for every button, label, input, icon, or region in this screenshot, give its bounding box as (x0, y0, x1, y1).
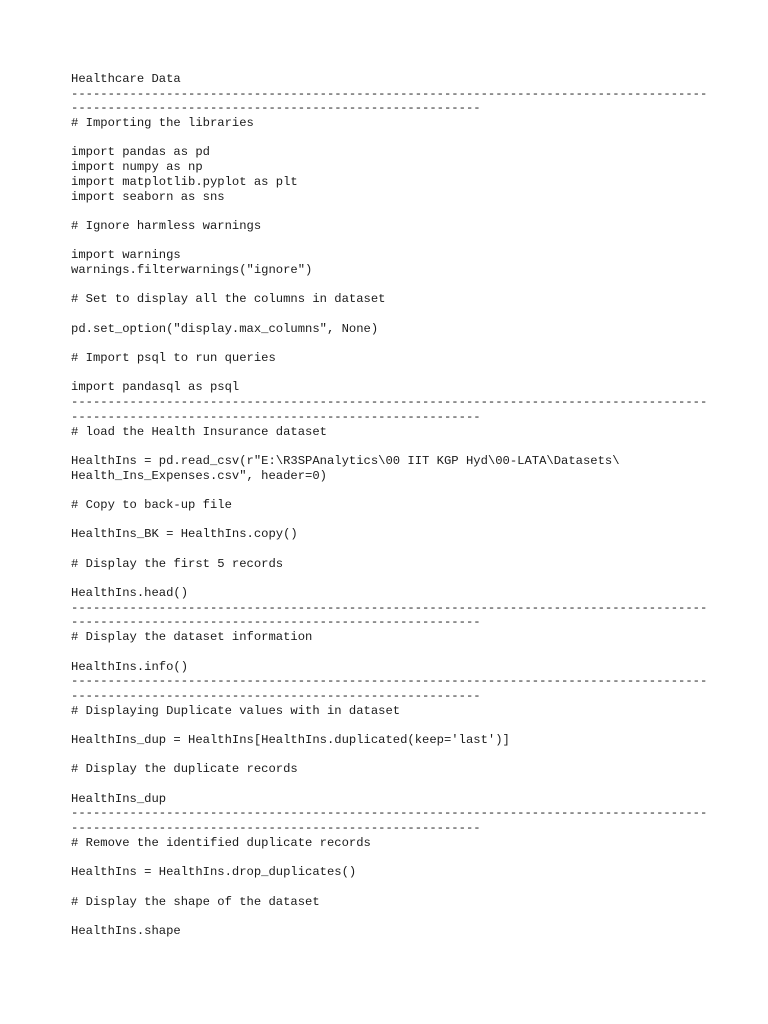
blank-line (71, 336, 711, 351)
code-line: import seaborn as sns (71, 189, 225, 204)
code-line: HealthIns.head() (71, 586, 189, 601)
document-body (71, 72, 711, 939)
separator-line: -------------------------------------------------------- (71, 101, 481, 116)
separator-line: --------------------------------------------------------------------------------------- (71, 86, 708, 101)
code-line: Health_Ins_Expenses.csv", header=0) (71, 468, 327, 483)
code-line: import numpy as np (71, 160, 203, 175)
comment-line: # Copy to back-up file (71, 497, 232, 512)
comment-line: # Remove the identified duplicate records (71, 835, 371, 850)
comment-line: # Import psql to run queries (71, 351, 276, 366)
separator-line: -------------------------------------------------------- (71, 821, 481, 836)
code-line: HealthIns.shape (71, 923, 181, 938)
comment-line: # Display the dataset information (71, 630, 313, 645)
comment-line: # Importing the libraries (71, 116, 254, 131)
blank-line (71, 234, 711, 249)
separator-line: --------------------------------------------------------------------------------------- (71, 600, 708, 615)
comment-line: # Displaying Duplicate values with in dataset (71, 703, 401, 718)
separator-line: -------------------------------------------------------- (71, 615, 481, 630)
code-line: import pandasql as psql (71, 380, 240, 395)
code-line: HealthIns_dup = HealthIns[HealthIns.duplicated(keep='last')] (71, 732, 510, 747)
separator-line: --------------------------------------------------------------------------------------- (71, 395, 708, 410)
blank-line (71, 542, 711, 557)
code-line: import matplotlib.pyplot as plt (71, 174, 298, 189)
blank-line (71, 880, 711, 895)
blank-line (71, 204, 711, 219)
blank-line (71, 278, 711, 293)
blank-line (71, 513, 711, 528)
blank-line (71, 748, 711, 763)
blank-line (71, 131, 711, 146)
code-line: HealthIns = HealthIns.drop_duplicates() (71, 865, 357, 880)
code-line: import warnings (71, 248, 181, 263)
separator-line: -------------------------------------------------------- (71, 409, 481, 424)
blank-line (71, 645, 711, 660)
code-line: HealthIns_BK = HealthIns.copy() (71, 527, 298, 542)
comment-line: # Set to display all the columns in dataset (71, 292, 386, 307)
blank-line (71, 571, 711, 586)
code-line: import pandas as pd (71, 145, 210, 160)
comment-line: # Display the duplicate records (71, 762, 298, 777)
separator-line: --------------------------------------------------------------------------------------- (71, 674, 708, 689)
comment-line: # Display the shape of the dataset (71, 894, 320, 909)
separator-line: --------------------------------------------------------------------------------------- (71, 806, 708, 821)
blank-line (71, 366, 711, 381)
blank-line (71, 850, 711, 865)
comment-line: # Ignore harmless warnings (71, 218, 262, 233)
blank-line (71, 483, 711, 498)
code-line: HealthIns.info() (71, 659, 189, 674)
separator-line: -------------------------------------------------------- (71, 688, 481, 703)
document-title: Healthcare Data (71, 72, 181, 86)
blank-line (71, 439, 711, 454)
blank-line (71, 777, 711, 792)
code-line: HealthIns = pd.read_csv(r"E:\R3SPAnalytics\00 IIT KGP Hyd\00-LATA\Datasets\ (71, 453, 620, 468)
code-line: pd.set_option("display.max_columns", None) (71, 321, 379, 336)
comment-line: # load the Health Insurance dataset (71, 424, 327, 439)
code-line: HealthIns_dup (71, 791, 167, 806)
blank-line (71, 718, 711, 733)
comment-line: # Display the first 5 records (71, 556, 284, 571)
code-line: warnings.filterwarnings("ignore") (71, 262, 313, 277)
blank-line (71, 307, 711, 322)
blank-line (71, 909, 711, 924)
